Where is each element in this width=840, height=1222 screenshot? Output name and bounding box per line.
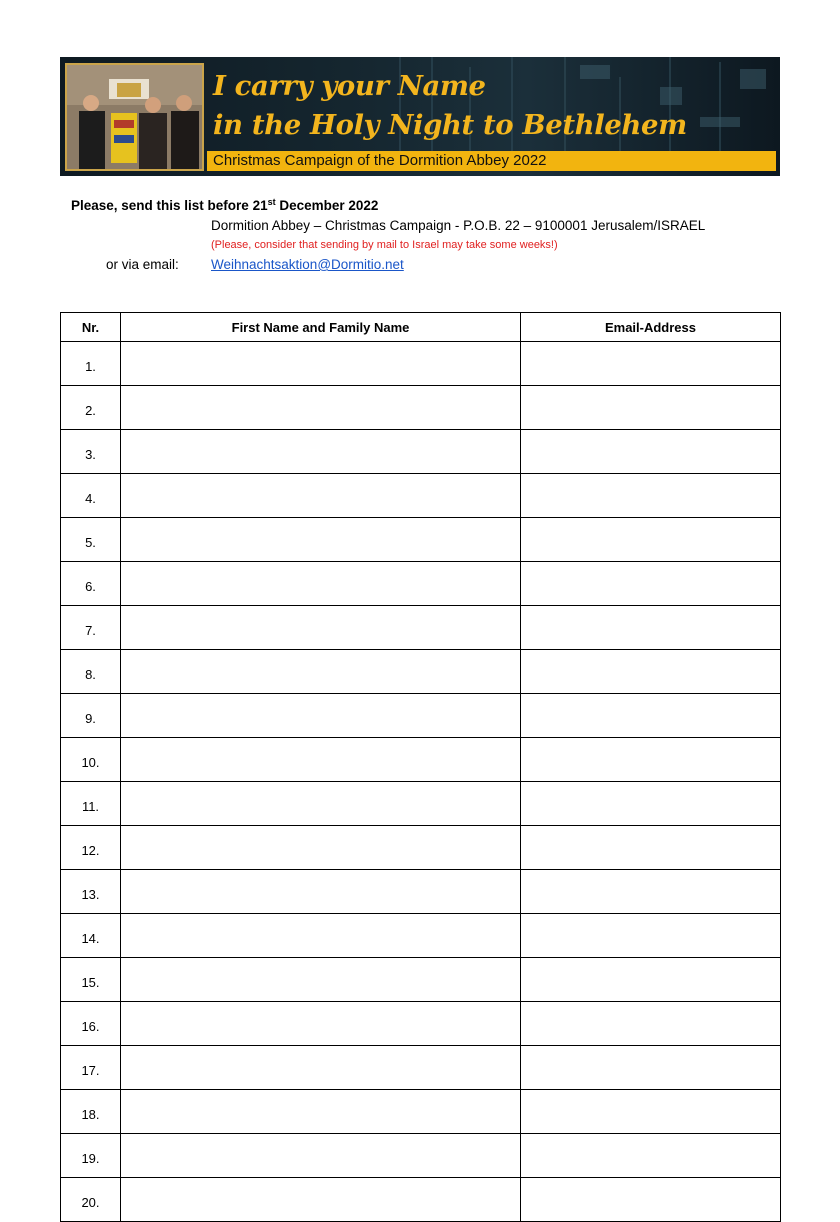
row-number: 13.	[61, 870, 121, 914]
email-cell[interactable]	[521, 826, 781, 870]
email-cell[interactable]	[521, 386, 781, 430]
name-cell[interactable]	[121, 958, 521, 1002]
table-row	[61, 342, 781, 386]
name-cell[interactable]	[121, 606, 521, 650]
name-cell[interactable]	[121, 1002, 521, 1046]
row-number: 7.	[61, 606, 121, 650]
name-cell[interactable]	[121, 430, 521, 474]
row-number: 6.	[61, 562, 121, 606]
table-row	[61, 474, 781, 518]
email-cell[interactable]	[521, 1046, 781, 1090]
table-row	[61, 562, 781, 606]
table-row	[61, 738, 781, 782]
name-cell[interactable]	[121, 386, 521, 430]
names-table	[60, 312, 781, 1222]
row-number: 18.	[61, 1090, 121, 1134]
email-cell[interactable]	[521, 738, 781, 782]
row-number: 11.	[61, 782, 121, 826]
email-cell[interactable]	[521, 782, 781, 826]
email-cell[interactable]	[521, 342, 781, 386]
name-cell[interactable]	[121, 650, 521, 694]
name-cell[interactable]	[121, 474, 521, 518]
name-cell[interactable]	[121, 342, 521, 386]
table-row	[61, 386, 781, 430]
header-nr: Nr.	[61, 313, 121, 342]
name-cell[interactable]	[121, 1178, 521, 1222]
monks-photo	[65, 63, 204, 171]
row-number: 16.	[61, 1002, 121, 1046]
table-row	[61, 694, 781, 738]
name-cell[interactable]	[121, 518, 521, 562]
banner-title-line2: in the Holy Night to Bethlehem	[213, 109, 687, 141]
row-number: 8.	[61, 650, 121, 694]
email-cell[interactable]	[521, 1134, 781, 1178]
row-number: 15.	[61, 958, 121, 1002]
table-row	[61, 1134, 781, 1178]
name-cell[interactable]	[121, 1090, 521, 1134]
table-header-row	[61, 313, 781, 342]
email-cell[interactable]	[521, 650, 781, 694]
banner-title-line1: I carry your Name	[213, 70, 486, 102]
email-cell[interactable]	[521, 562, 781, 606]
table-row	[61, 782, 781, 826]
email-cell[interactable]	[521, 474, 781, 518]
email-cell[interactable]	[521, 1090, 781, 1134]
table-row	[61, 870, 781, 914]
send-before-deadline: Please, send this list before 21st December 2022	[71, 197, 379, 213]
email-cell[interactable]	[521, 694, 781, 738]
table-row	[61, 958, 781, 1002]
name-cell[interactable]	[121, 870, 521, 914]
email-cell[interactable]	[521, 430, 781, 474]
email-cell[interactable]	[521, 606, 781, 650]
name-cell[interactable]	[121, 1134, 521, 1178]
name-cell[interactable]	[121, 694, 521, 738]
row-number: 10.	[61, 738, 121, 782]
mail-delay-note: (Please, consider that sending by mail to Israel may take some weeks!)	[211, 239, 558, 251]
postal-address: Dormition Abbey – Christmas Campaign - P.O.B. 22 – 9100001 Jerusalem/ISRAEL	[211, 218, 706, 233]
row-number: 1.	[61, 342, 121, 386]
table-row	[61, 1002, 781, 1046]
table-row	[61, 1046, 781, 1090]
email-cell[interactable]	[521, 870, 781, 914]
header-name: First Name and Family Name	[121, 313, 521, 342]
name-cell[interactable]	[121, 738, 521, 782]
email-cell[interactable]	[521, 1002, 781, 1046]
campaign-banner	[60, 57, 780, 176]
row-number: 2.	[61, 386, 121, 430]
email-cell[interactable]	[521, 914, 781, 958]
email-cell[interactable]	[521, 518, 781, 562]
email-link[interactable]: Weihnachtsaktion@Dormitio.net	[211, 257, 404, 272]
name-cell[interactable]	[121, 914, 521, 958]
row-number: 12.	[61, 826, 121, 870]
table-row	[61, 1178, 781, 1222]
row-number: 14.	[61, 914, 121, 958]
via-email-label: or via email:	[106, 257, 179, 272]
table-row	[61, 1090, 781, 1134]
banner-subtitle: Christmas Campaign of the Dormition Abbey 2022	[207, 151, 776, 171]
table-row	[61, 430, 781, 474]
name-cell[interactable]	[121, 826, 521, 870]
row-number: 20.	[61, 1178, 121, 1222]
row-number: 3.	[61, 430, 121, 474]
table-row	[61, 914, 781, 958]
table-row	[61, 826, 781, 870]
row-number: 17.	[61, 1046, 121, 1090]
row-number: 19.	[61, 1134, 121, 1178]
name-cell[interactable]	[121, 782, 521, 826]
email-cell[interactable]	[521, 958, 781, 1002]
table-row	[61, 606, 781, 650]
name-cell[interactable]	[121, 562, 521, 606]
row-number: 4.	[61, 474, 121, 518]
table-row	[61, 518, 781, 562]
header-email: Email-Address	[521, 313, 781, 342]
name-cell[interactable]	[121, 1046, 521, 1090]
row-number: 9.	[61, 694, 121, 738]
row-number: 5.	[61, 518, 121, 562]
table-row	[61, 650, 781, 694]
email-cell[interactable]	[521, 1178, 781, 1222]
